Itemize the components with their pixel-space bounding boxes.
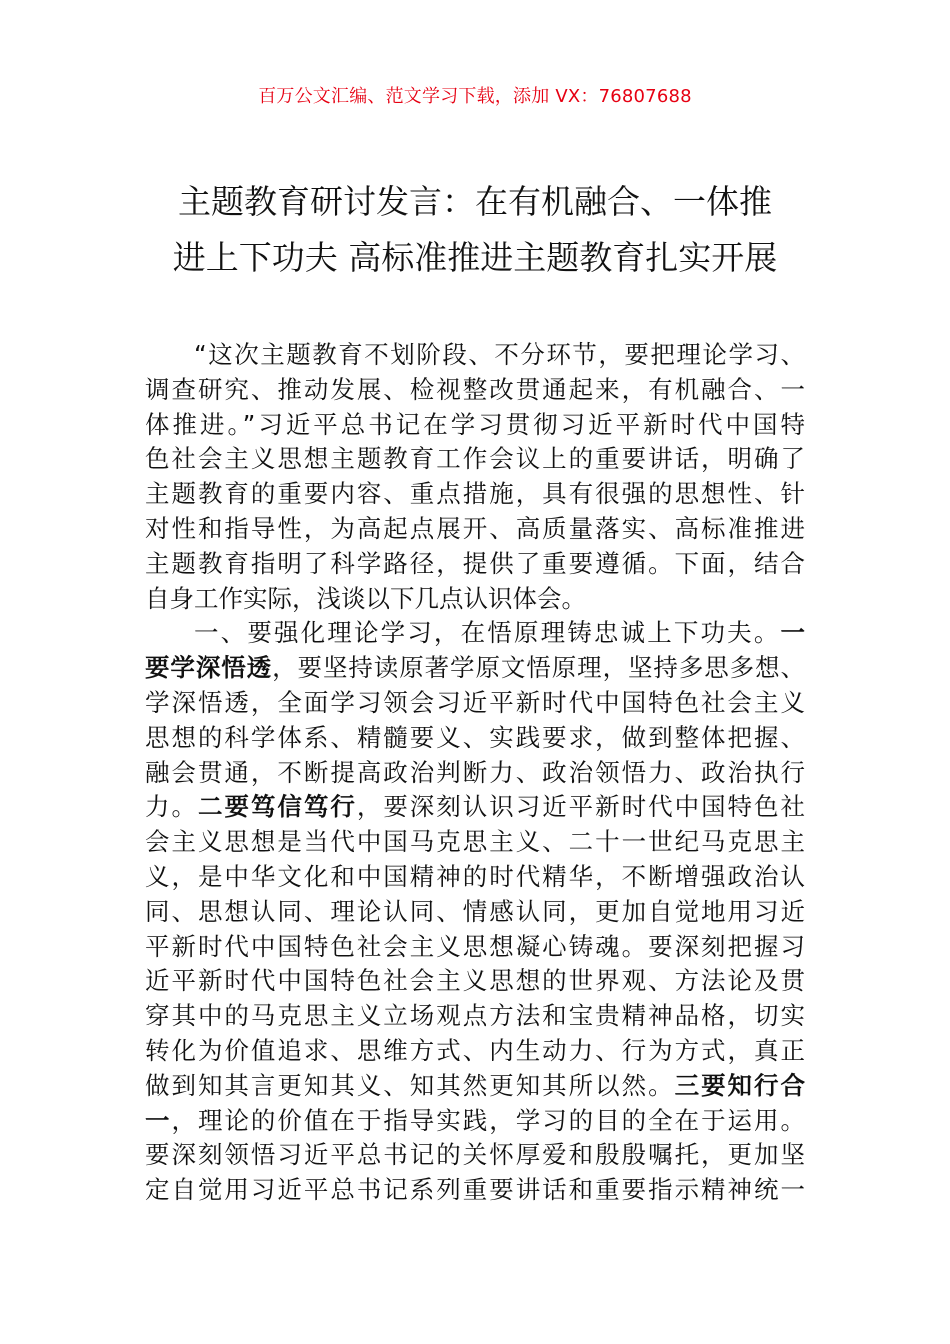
text-line: “这次主题教育不划阶段、不分环节，要把理论学习、 (194, 340, 805, 369)
text-line: 同、思想认同、理论认同、情感认同，更加自觉地用习近 (145, 896, 805, 926)
title-line-2: 进上下功夫 高标准推进主题教育扎实开展 (172, 238, 778, 277)
text-line: 要深刻领悟习近平总书记的关怀厚爱和殷殷嘱托，更加坚 (145, 1140, 805, 1170)
text-line (145, 651, 805, 686)
bold-keypoint: 一 (145, 1105, 172, 1135)
document-title (145, 174, 805, 286)
text-line: 对性和指导性，为高起点展开、高质量落实、高标准推进 (145, 513, 805, 543)
text-run: 力。 (145, 792, 198, 822)
text-line: 思想的科学体系、精髓要义、实践要求，做到整体把握、 (145, 722, 805, 752)
text-line: 会主义思想是当代中国马克思主义、二十一世纪马克思主 (145, 827, 805, 857)
text-line: 穿其中的马克思主义立场观点方法和宝贵精神品格，切实 (145, 1001, 805, 1031)
text-run: 做到知其言更知其义、知其然更知其所以然。 (145, 1070, 675, 1100)
document-body (145, 338, 805, 1208)
section-heading: 一、要强化理论学习，在悟原理铸忠诚上下功夫。 (194, 618, 781, 648)
bold-keypoint: 要学深悟透 (145, 653, 273, 683)
title-line-1: 主题教育研讨发言：在有机融合、一体推 (178, 182, 772, 221)
text-line: 义，是中华文化和中国精神的时代精华，不断增强政治认 (145, 861, 805, 891)
text-line: 平新时代中国特色社会主义思想凝心铸魂。要深刻把握习 (145, 931, 805, 961)
text-line: 近平新时代中国特色社会主义思想的世界观、方法论及贯 (145, 966, 805, 996)
text-line: 主题教育指明了科学路径，提供了重要遵循。下面，结合 (145, 548, 805, 578)
text-run: ，理论的价值在于指导实践，学习的目的全在于运用。 (171, 1105, 806, 1135)
text-line: 转化为价值追求、思维方式、内生动力、行为方式，真正 (145, 1035, 805, 1065)
text-line: 融会贯通，不断提高政治判断力、政治领悟力、政治执行 (145, 757, 805, 787)
text-line: 调查研究、推动发展、检视整改贯通起来，有机融合、一 (145, 374, 805, 404)
text-line: 定自觉用习近平总书记系列重要讲话和重要指示精神统一 (145, 1175, 805, 1205)
text-line: 体推进。”习近平总书记在学习贯彻习近平新时代中国特 (145, 409, 805, 439)
bold-keypoint: 三要知行合 (674, 1070, 806, 1100)
text-line: 色社会主义思想主题教育工作会议上的重要讲话，明确了 (145, 444, 805, 474)
text-line: 学深悟透，全面学习领会习近平新时代中国特色社会主义 (145, 687, 805, 717)
bold-keypoint: 二要笃信笃行 (197, 792, 357, 822)
paragraph-intro (145, 338, 805, 616)
text-run: ，要坚持读原著学原文悟原理，坚持多思多想、 (272, 653, 806, 683)
text-line (145, 616, 805, 651)
text-line: 主题教育的重要内容、重点措施，具有很强的思想性、针 (145, 479, 805, 509)
watermark-header: 百万公文汇编、范文学习下载，添加 VX：76807688 (258, 86, 692, 107)
paragraph-section-one (145, 616, 805, 1208)
text-run: ，要深刻认识习近平新时代中国特色社 (356, 792, 806, 822)
text-line (145, 1104, 805, 1139)
bold-keypoint: 一 (780, 618, 805, 648)
text-line (145, 1069, 805, 1104)
text-line (145, 790, 805, 825)
text-line: 自身工作实际，浅谈以下几点认识体会。 (145, 583, 586, 613)
